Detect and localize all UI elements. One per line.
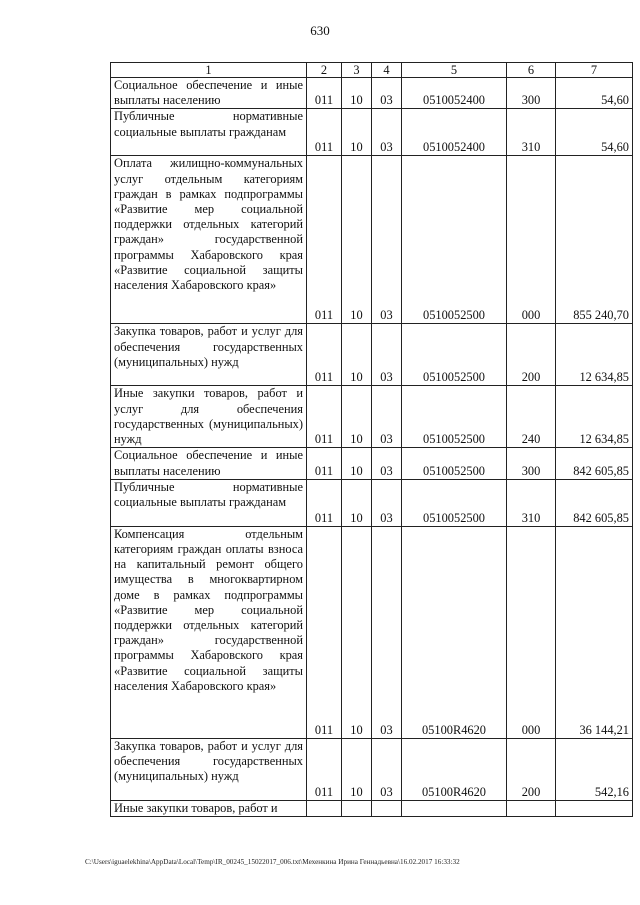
target-article-cell: 0510052400 (402, 78, 507, 109)
expense-type-cell: 300 (507, 448, 556, 479)
admin-code-cell: 011 (307, 738, 342, 800)
section-cell: 10 (342, 109, 372, 156)
subsection-cell: 03 (372, 324, 402, 386)
target-article-cell: 0510052500 (402, 156, 507, 324)
row-name-cell: Социальное обеспечение и иные выплаты населению (111, 78, 307, 109)
target-article-cell: 0510052500 (402, 324, 507, 386)
section-cell: 10 (342, 156, 372, 324)
header-col-7: 7 (556, 63, 633, 78)
table-row (111, 738, 633, 800)
table-row (111, 156, 633, 324)
row-name-cell: Оплата жилищно-коммунальных услуг отдельным категориям граждан в рамках подпрограммы «Развитие мер социальной поддержки отдельных категорий граждан» государственной программы Хабаровского края «Развитие социальной защиты населения Хабаровского края» (111, 156, 307, 324)
table-header-row (111, 63, 633, 78)
admin-code-cell: 011 (307, 526, 342, 738)
expense-type-cell: 000 (507, 156, 556, 324)
admin-code-cell: 011 (307, 78, 342, 109)
admin-code-cell: 011 (307, 448, 342, 479)
subsection-cell: 03 (372, 738, 402, 800)
admin-code-cell: 011 (307, 156, 342, 324)
amount-cell: 855 240,70 (556, 156, 633, 324)
section-cell: 10 (342, 324, 372, 386)
amount-cell: 12 634,85 (556, 324, 633, 386)
table-row (111, 526, 633, 738)
header-col-1: 1 (111, 63, 307, 78)
expense-type-cell: 200 (507, 738, 556, 800)
amount-cell: 54,60 (556, 109, 633, 156)
table-row (111, 800, 633, 816)
table-row (111, 479, 633, 526)
subsection-cell: 03 (372, 78, 402, 109)
target-article-cell: 0510052500 (402, 386, 507, 448)
target-article-cell: 0510052400 (402, 109, 507, 156)
table-row (111, 109, 633, 156)
section-cell: 10 (342, 738, 372, 800)
expense-type-cell: 000 (507, 526, 556, 738)
subsection-cell: 03 (372, 479, 402, 526)
subsection-cell: 03 (372, 448, 402, 479)
table-row (111, 78, 633, 109)
row-name-cell: Социальное обеспечение и иные выплаты населению (111, 448, 307, 479)
amount-cell: 54,60 (556, 78, 633, 109)
expense-type-cell: 310 (507, 479, 556, 526)
row-name-cell: Иные закупки товаров, работ и (111, 800, 307, 816)
target-article-cell: 0510052500 (402, 448, 507, 479)
admin-code-cell: 011 (307, 324, 342, 386)
row-name-cell: Компенсация отдельным категориям граждан оплаты взноса на капитальный ремонт общего имущества в многоквартирном доме в рамках подпрограммы «Развитие мер социальной поддержки отдельных категорий граждан» государственной программы Хабаровского края «Развитие социальной защиты населения Хабаровского края» (111, 526, 307, 738)
table-row (111, 386, 633, 448)
expense-type-cell: 200 (507, 324, 556, 386)
amount-cell: 36 144,21 (556, 526, 633, 738)
amount-cell: 842 605,85 (556, 479, 633, 526)
subsection-cell: 03 (372, 109, 402, 156)
expense-type-cell (507, 800, 556, 816)
expense-type-cell: 300 (507, 78, 556, 109)
subsection-cell (372, 800, 402, 816)
row-name-cell: Закупка товаров, работ и услуг для обеспечения государственных (муниципальных) нужд (111, 738, 307, 800)
row-name-cell: Иные закупки товаров, работ и услуг для обеспечения государственных (муниципальных) нужд (111, 386, 307, 448)
header-col-2: 2 (307, 63, 342, 78)
section-cell: 10 (342, 448, 372, 479)
target-article-cell: 05100R4620 (402, 526, 507, 738)
admin-code-cell (307, 800, 342, 816)
amount-cell: 542,16 (556, 738, 633, 800)
section-cell: 10 (342, 78, 372, 109)
section-cell: 10 (342, 386, 372, 448)
row-name-cell: Публичные нормативные социальные выплаты гражданам (111, 479, 307, 526)
target-article-cell (402, 800, 507, 816)
subsection-cell: 03 (372, 156, 402, 324)
subsection-cell: 03 (372, 526, 402, 738)
admin-code-cell: 011 (307, 386, 342, 448)
amount-cell: 12 634,85 (556, 386, 633, 448)
file-path-footer: C:\Users\iguaelekhina\AppData\Local\Temp\IR_00245_15022017_006.txt\Мехенкина Ирина Геннадьевна\16.02.2017 16:33:32 (85, 858, 460, 866)
section-cell (342, 800, 372, 816)
amount-cell (556, 800, 633, 816)
header-col-4: 4 (372, 63, 402, 78)
row-name-cell: Закупка товаров, работ и услуг для обеспечения государственных (муниципальных) нужд (111, 324, 307, 386)
expense-type-cell: 240 (507, 386, 556, 448)
subsection-cell: 03 (372, 386, 402, 448)
section-cell: 10 (342, 526, 372, 738)
admin-code-cell: 011 (307, 109, 342, 156)
page-number: 630 (310, 23, 330, 38)
header-col-3: 3 (342, 63, 372, 78)
amount-cell: 842 605,85 (556, 448, 633, 479)
target-article-cell: 05100R4620 (402, 738, 507, 800)
section-cell: 10 (342, 479, 372, 526)
budget-table (110, 62, 633, 817)
header-col-5: 5 (402, 63, 507, 78)
header-col-6: 6 (507, 63, 556, 78)
table-row (111, 448, 633, 479)
row-name-cell: Публичные нормативные социальные выплаты гражданам (111, 109, 307, 156)
target-article-cell: 0510052500 (402, 479, 507, 526)
table-row (111, 324, 633, 386)
admin-code-cell: 011 (307, 479, 342, 526)
expense-type-cell: 310 (507, 109, 556, 156)
